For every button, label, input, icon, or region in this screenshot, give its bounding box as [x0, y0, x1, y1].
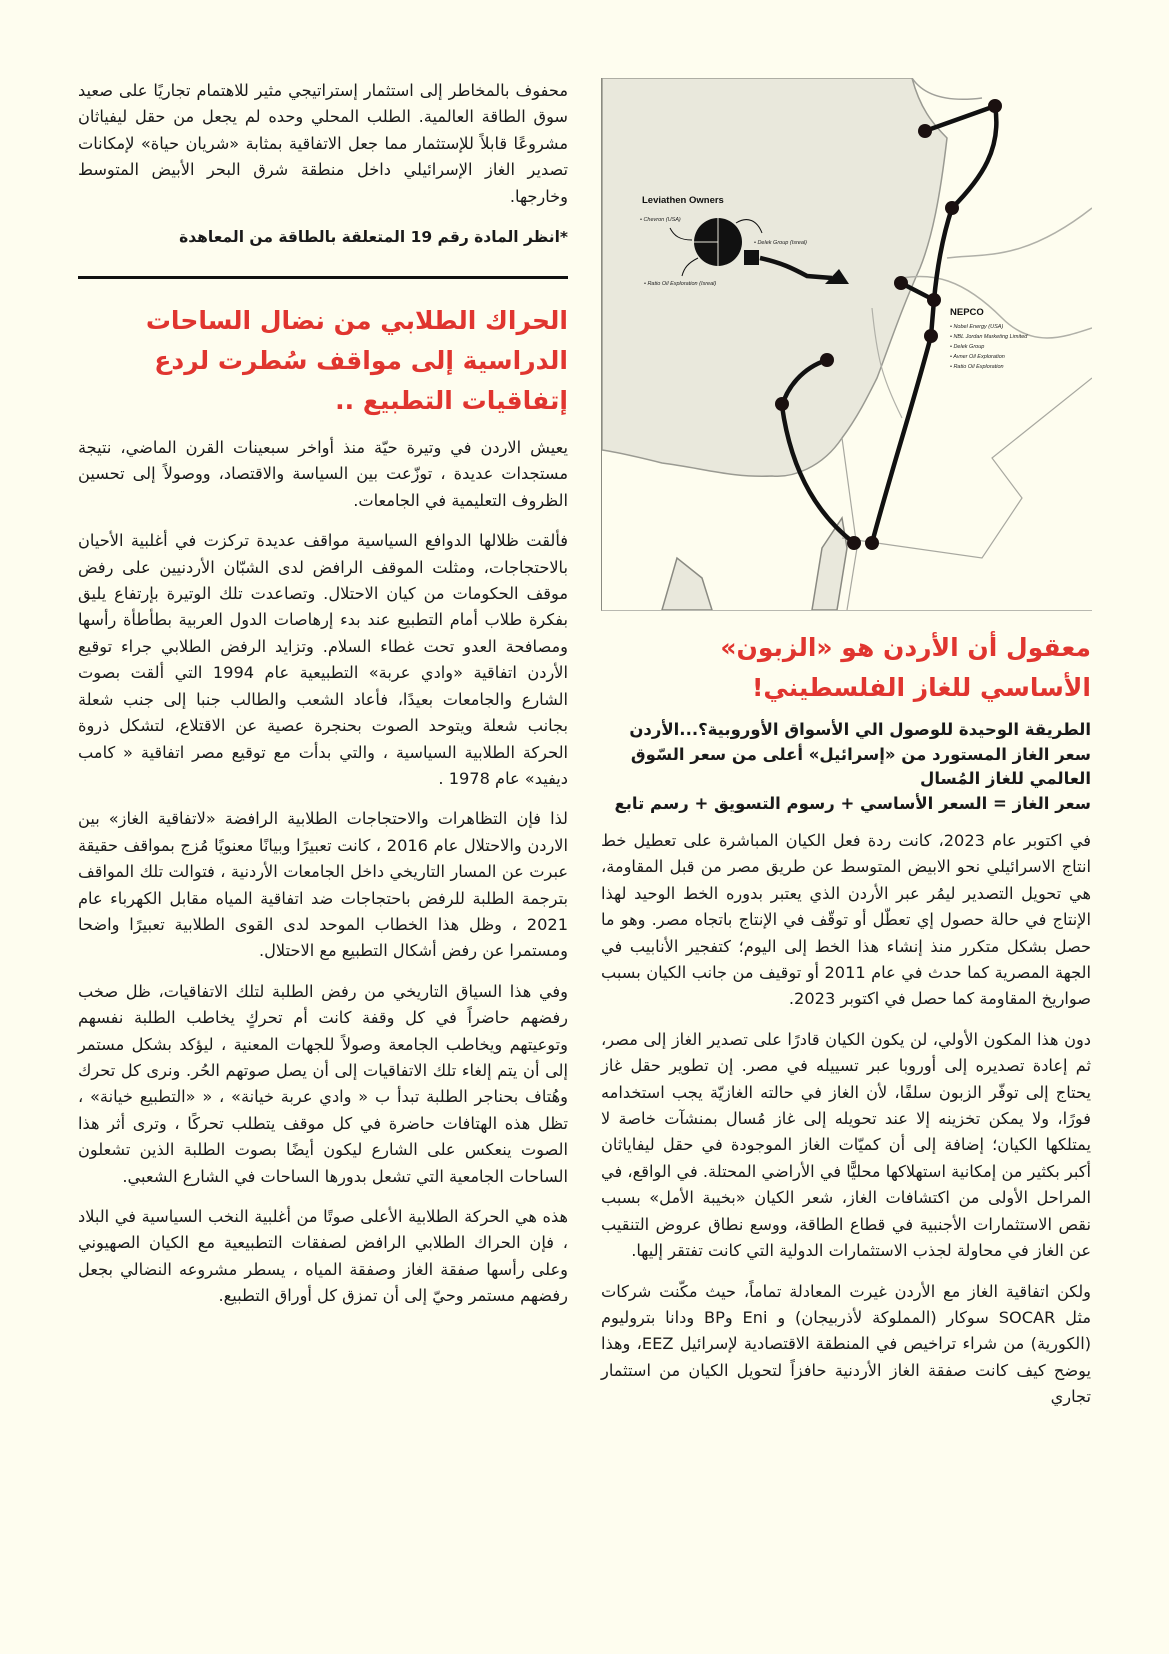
paragraph: وفي هذا السياق التاريخي من رفض الطلبة لتلك الاتفاقيات، ظل صخب رفضهم حاضراً في كل وقفة كانت أم تحركٍ يخاطب الطلبة نفسهم وتوعيتهم ويخاطب الجامعة وصولاً للجهات المعنية ، ليؤكد بشكل مستمر إلى أن يتم إلغاء تلك الاتفاقيات إلى أن يصل صوتهم الحُر. ونرى كل تحرك وهُتاف بحناجر الطلبة تبدأ ب « وادي عربة خيانة» ، « «التطبيع خيانة» ، تظل هذه الهتافات حاضرة في كل موقف يتطلب تحركًا ، وترى أثر هذا الصوت ينعكس على الشارع ليكون أيضًا بصوت الطلبة الذين تشعلون الساحات الجامعية التي تشعل بدورها الساحات في الشارع الشعبي. — [78, 981, 568, 1186]
leviathan-title: Leviathen Owners — [642, 195, 724, 206]
subheading-line: سعر الغاز = السعر الأساسي + رسوم التسويق + رسم تابع — [614, 793, 1091, 813]
section-heading: الحراك الطلابي من نضال الساحات الدراسية إلى مواقف سُطرت لردع إتفاقيات التطبيع .. — [145, 306, 568, 416]
nepco-item: • Avner Oil Exploration — [950, 354, 1005, 360]
paragraph: دون هذا المكون الأولي، لن يكون الكيان قادرًا على تصدير الغاز إلى مصر، ثم إعادة تصديره إلى أوروبا عبر تسييله في مصر. إن تطوير حقل غاز يحتاج إلى توفّر الزبون سلفًا، لأن الغاز في حالته الغازيّة يجب استخدامه فورًا، ولا يمكن تخزينه إلا عند تحويله إلى غاز مُسال بمنشآت خاصة لا يمتلكها الكيان؛ إضافة إلى أن كميّات الغاز الموجودة في حقل ليفاياثان أكبر بكثير من إمكانية استهلاكها محليًّا في الأراضي المحتلة. في الواقع، في المراحل الأولى من اكتشافات الغاز، شعر الكيان «بخيبة الأمل» بسبب نقص الاستثمارات الأجنبية في قطاع الطاقة، ووسع نطاق عروض التنقيب عن الغاز في محاولة لجذب الاستثمارات الدولية التي كانت تفتقر إليها. — [601, 1029, 1091, 1261]
paragraph: ولكن اتفاقية الغاز مع الأردن غيرت المعادلة تماماً، حيث مكّنت شركات مثل SOCAR سوكار (المملوكة لأذربيجان) و Eni وBP ودانا بتروليوم (الكورية) من شراء تراخيص في المنطقة الاقتصادية لإسرائيل EEZ، وهذا يوضح كيف كانت صفقة الغاز الأردنية حافزاً لتحويل الكيان من استثمار تجاري — [601, 1281, 1092, 1407]
paragraph: هذه هي الحركة الطلابية الأعلى صوتًا من أغلبية النخب السياسية في البلاد ، فإن الحراك الطلابي الرافض لصفقات التطبيعية مع الكيان الصهيوني وعلى رأسها صفقة الغاز وصفقة المياه ، يسطر مشروعه النضالي بجعل رفضهم مستمر وحيّ إلى أن تمزق كل أوراق التطبيع. — [78, 1207, 568, 1306]
paragraph: فألقت ظلالها الدوافع السياسية مواقف عديدة تركزت في أغلبية الأحيان بالاحتجاجات، ومثلت الموقف الرافض لدى الشبّان الأردنيين على رفض موقف الحكومات من كيان الاحتلال. وتصاعدت تلك الوتيرة بإرتفاع يليق بفكرة طلاب أمام التطبيع عند بدء إرهاصات الدول العربية بطأطأة رأسها ومصافحة العدو تحت غطاء السلام. وتزايد الرفض الطلابي جراء توقيع الأردن اتفاقية «وادي عربة» التطبيعية عام 1994 التي ألقت بصوت الشارع والجامعات بعيدًا، فأعاد الشعب والطالب جنبا إلى جنب شعلة بجانب شعلة ويتوحد الصوت بحنجرة عصية عن الاقتلاع، لتشكل ذروة الحركة الطلابية السياسية ، والتي بدأت مع توقيع مصر اتفاقية « كامب ديفيد» عام 1978 . — [78, 531, 568, 788]
nepco-item: • Ratio Oil Exploration — [950, 364, 1004, 370]
owner-label: • Ratio Oil Exploration (Isreal) — [644, 281, 717, 287]
intro-paragraph: محفوف بالمخاطر إلى استثمار إستراتيجي مثير للاهتمام تجاريًا على صعيد سوق الطاقة العالمية. الطلب المحلي وحده لم يجعل من حقل ليفياثان مشروعًا قابلاً للإستثمار مما جعل الاتفاقية بمثابة «شريان حياة» لإمكانات تصدير الغاز الإسرائيلي داخل منطقة شرق البحر الأبيض المتوسط وخارجها. — [78, 81, 568, 206]
paragraph: في اكتوبر عام 2023، كانت ردة فعل الكيان المباشرة على تعطيل خط انتاج الاسرائيلي نحو الابيض المتوسط عن طريق مصر من قبل المقاومة، هي تحويل التصدير ليمُر عبر الأردن الذي يعتبر بدوره الخط الوحيد لهذا الإنتاج في حالة حصول إي تعطّل أو توقّف في الإنتاج باتجاه مصر. وهو ما حصل بشكل متكرر منذ إنشاء هذا الخط إلى اليوم؛ كتفجير الأنابيب في الجهة المصرية كما حدث في عام 2011 أو توقيف من جانب الكيان بسبب صواريخ المقاومة كما حصل في اكتوبر 2023. — [601, 831, 1091, 1009]
right-column — [601, 628, 1091, 1425]
owner-label: • Delek Group (Isreal) — [754, 240, 807, 246]
owner-label: • Chevron (USA) — [640, 217, 681, 223]
left-column — [78, 78, 568, 1324]
footnote: *انظر المادة رقم 19 المتعلقة بالطاقة من المعاهدة — [179, 228, 568, 247]
right-heading: معقول أن الأردن هو «الزبون» الأساسي للغاز الفلسطيني! — [720, 633, 1091, 702]
nepco-item: • Delek Group — [950, 344, 985, 350]
nepco-item: • Nobel Energy (USA) — [950, 324, 1004, 330]
nepco-item: • NBL Jordan Marketing Limited — [950, 334, 1028, 340]
subheading-line: سعر الغاز المستورد من «إسرائيل» أعلى من سعر السّوق العالمي للغاز المُسال — [630, 744, 1091, 788]
paragraph: يعيش الاردن في وتيرة حيّة منذ أواخر سبعينات القرن الماضي، نتيجة مستجدات عديدة ، توزّعت بين السياسة والاقتصاد، ووصولاً إلى تحسين الظروف التعليمية في الجامعات. — [78, 438, 568, 510]
subheading-line: الطريقة الوحيدة للوصول الي الأسواق الأوروبية؟...الأردن — [629, 720, 1091, 739]
paragraph: لذا فإن التظاهرات والاحتجاجات الطلابية الرافضة «لاتفاقية الغاز» بين الاردن والاحتلال عام 2016 ، كانت تعبيرًا وبيانًا معنويًا مُزج بمواقف حقيقة عبرت عن المسار التاريخي داخل الجامعات الأردنية ، فتوالت تلك المواقف بترجمة الطلبة للرفض باحتجاجات ضد اتفاقية المياه مقابل الكهرباء عام 2021 ، وظل هذا الخطاب الموحد لدى القوى الطلابية تعبيرًا واضحا ومستمرا عن رفض أشكال التطبيع مع الاحتلال. — [78, 809, 568, 961]
section-divider — [78, 276, 568, 279]
nepco-title: NEPCO — [950, 307, 984, 318]
pipeline-map — [601, 78, 1092, 611]
map-illustration — [602, 78, 1092, 610]
subheading-block — [601, 718, 1091, 816]
